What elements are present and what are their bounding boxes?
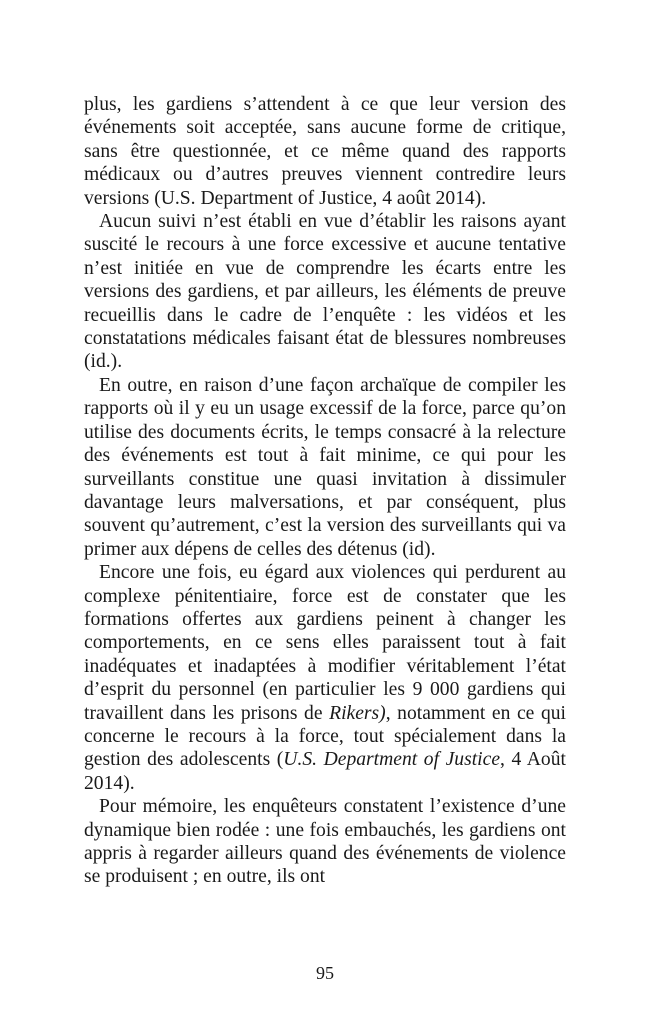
paragraph-4-italic-doj: U.S. Department of Justice xyxy=(283,749,501,771)
paragraph-3 xyxy=(84,374,566,561)
paragraph-4 xyxy=(84,561,566,795)
body-text xyxy=(84,93,566,889)
paragraph-4-text-b: , notamment en ce qui concerne le recours à la force, tout spécialement dans la gestion des adolescents ( xyxy=(84,702,566,771)
paragraph-2-text: Aucun suivi n’est établi en vue d’établir les raisons ayant suscité le recours à une force excessive et aucune tentative n’est initiée en vue de comprendre les écarts entre les versions des gardiens, et par ailleurs, les éléments de preuve recueillis dans le cadre de l’enquête : les vidéos et les constatations médicales faisant état de blessures nombreuses (id.). xyxy=(84,211,566,373)
paragraph-4-text-c: , 4 Août 2014). xyxy=(84,749,566,794)
paragraph-5 xyxy=(84,795,566,889)
paragraph-2 xyxy=(84,210,566,374)
paragraph-1-text: plus, les gardiens s’attendent à ce que leur version des événements soit acceptée, sans aucune forme de critique, sans être questionnée, et ce même quand des rapports médicaux ou d’autres preuves viennent contredire leurs versions (U.S. Department of Justice, 4 août 2014). xyxy=(84,94,566,209)
page-number: 95 xyxy=(316,963,334,983)
paragraph-3-text: En outre, en raison d’une façon archaïque de compiler les rapports où il y eu un usage excessif de la force, parce qu’on utilise des documents écrits, le temps consacré à la relecture des événements est tout à fait minime, ce qui pour les surveillants constitue une quasi invitation à dissimuler davantage leurs malversations, et par conséquent, plus souvent qu’autrement, c’est la version des surveillants qui va primer aux dépens de celles des détenus (id). xyxy=(84,374,566,560)
paragraph-4-text-a: Encore une fois, eu égard aux violences qui perdurent au complexe pénitentiaire, force est de constater que les formations offertes aux gardiens peinent à changer les comportements, en ce sens elles paraissent tout à fait inadéquates et inadaptées à modifier véritablement l’état d’esprit du personnel (en particulier les 9 000 gardiens qui travaillent dans les prisons de xyxy=(84,562,566,724)
paragraph-4-italic-rikers: Rikers) xyxy=(329,702,386,724)
paragraph-5-text: Pour mémoire, les enquêteurs constatent l’existence d’une dynamique bien rodée : une fois embauchés, les gardiens ont appris à regarder ailleurs quand des événements de violence se produisent ; en outre, ils ont xyxy=(84,796,566,888)
paragraph-1 xyxy=(84,93,566,210)
